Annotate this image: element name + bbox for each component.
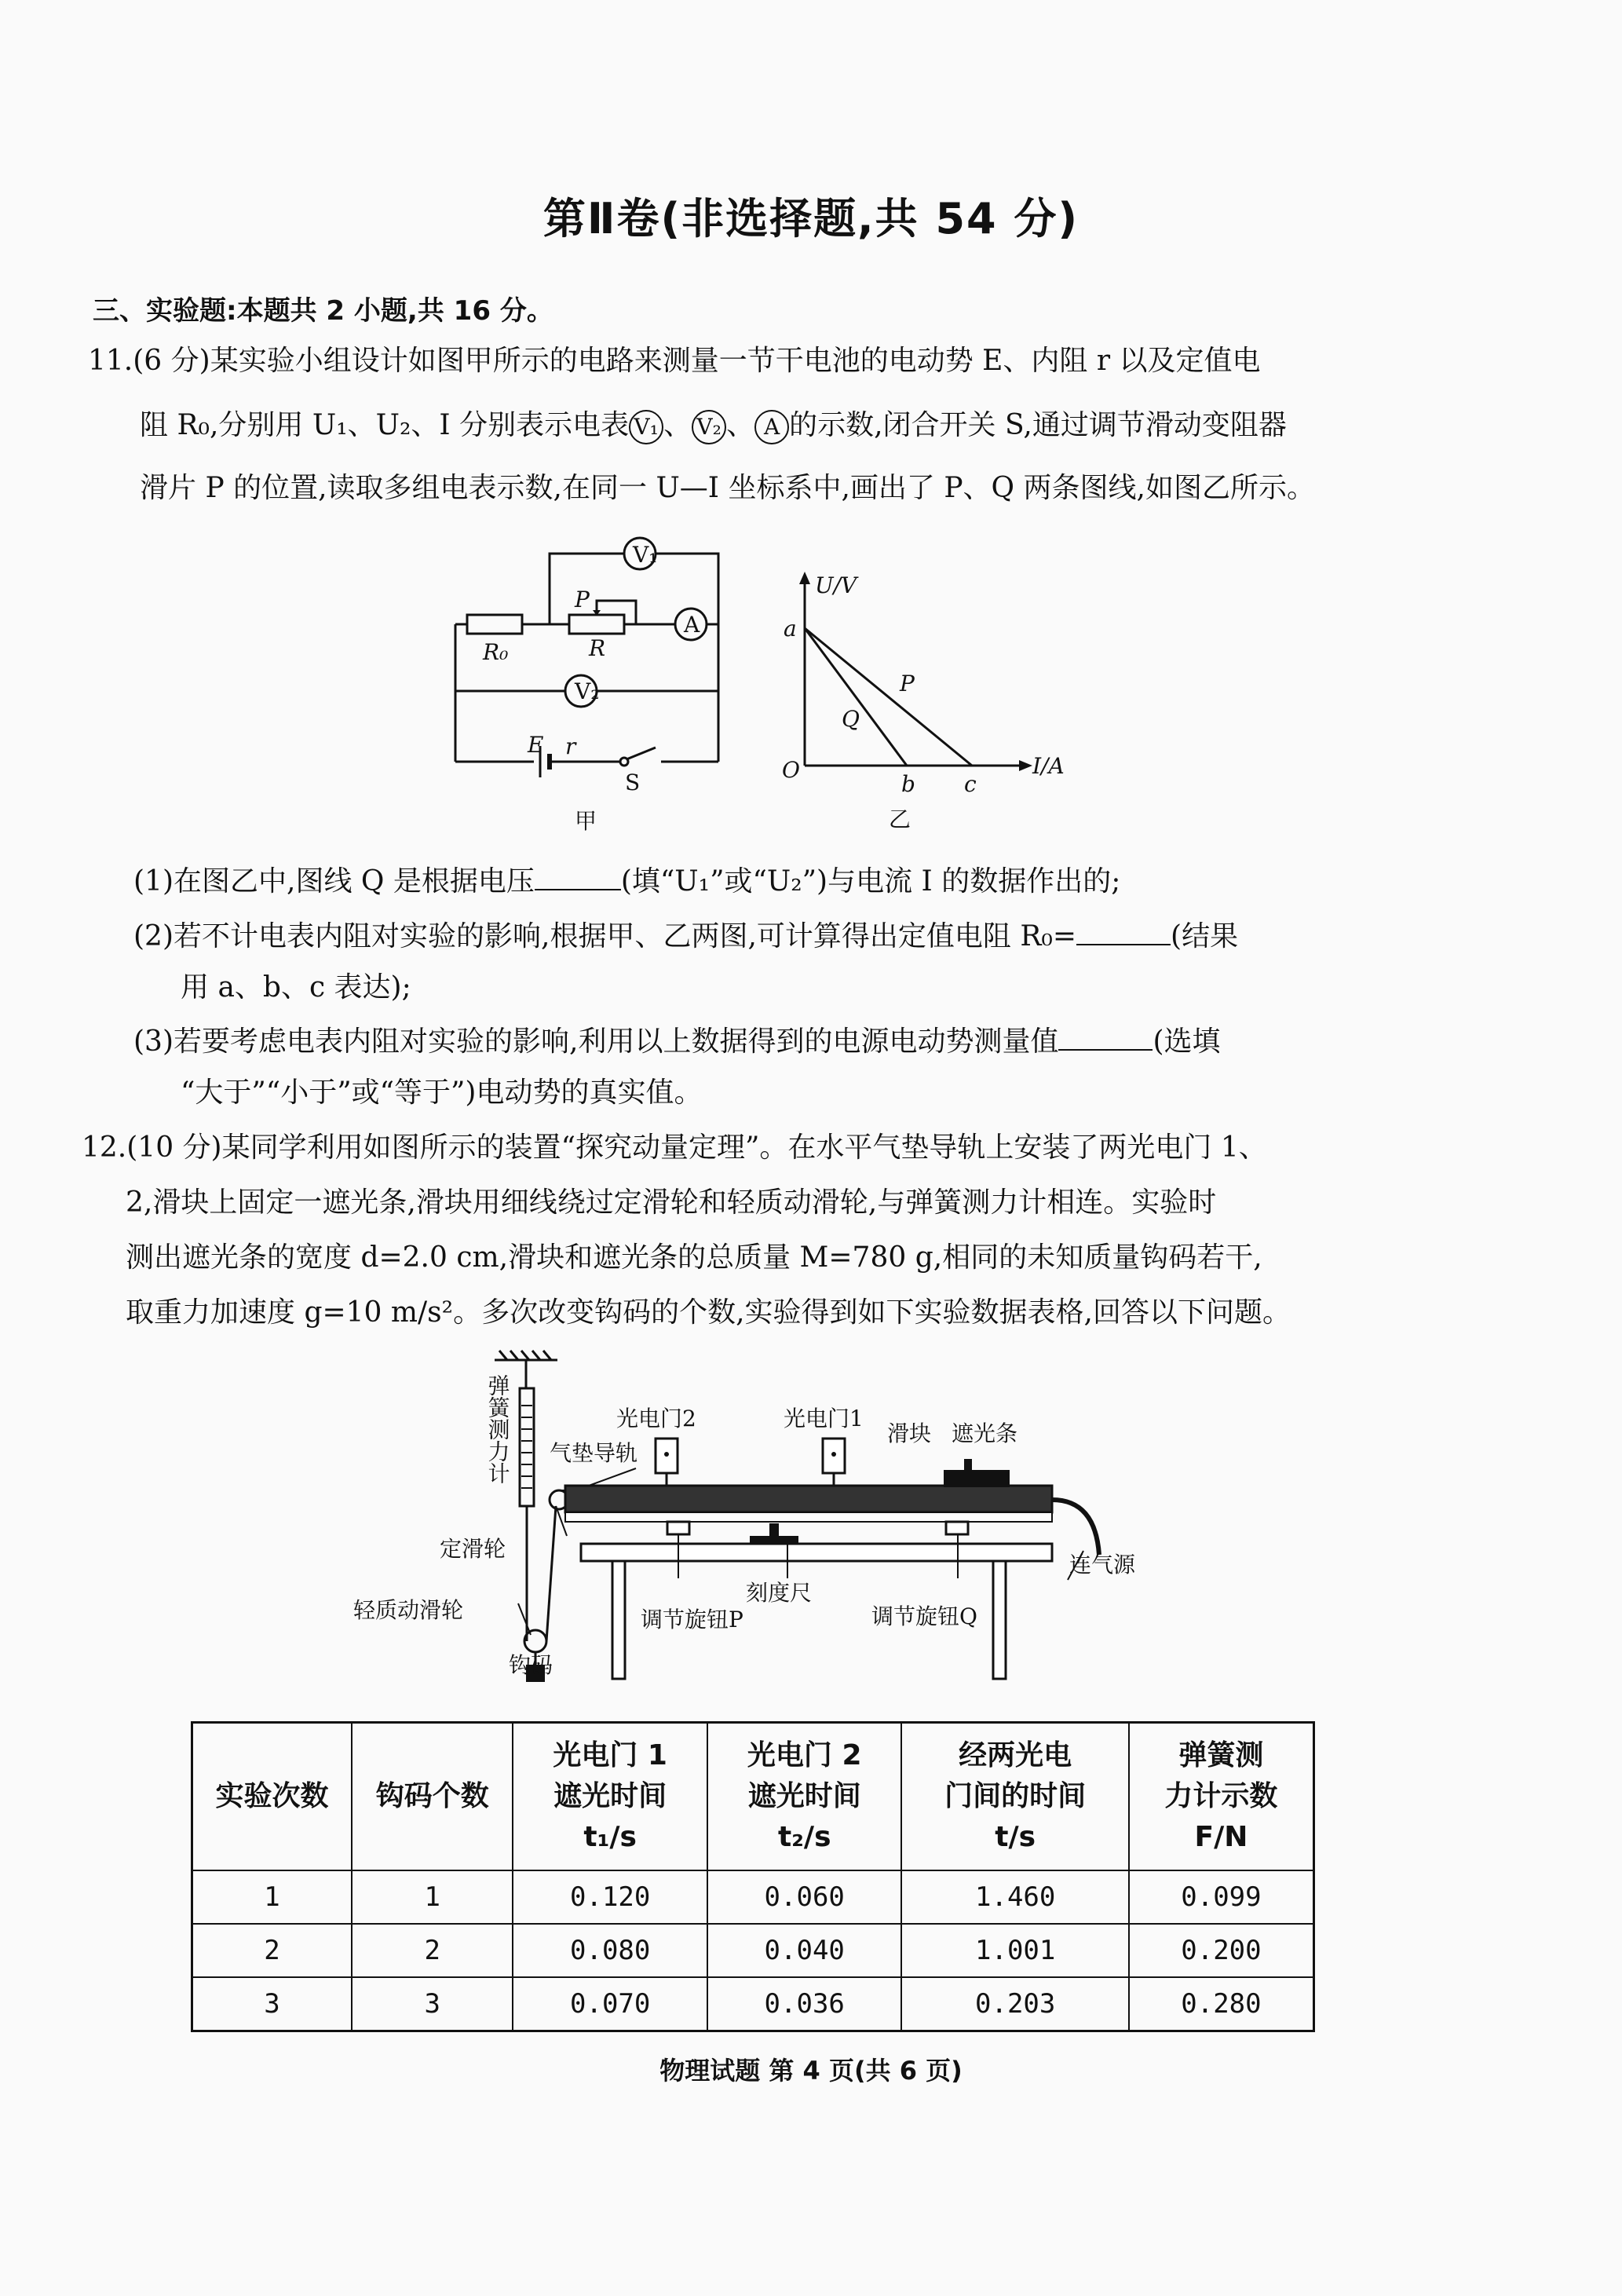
point-a-label: a <box>784 616 797 642</box>
photogate-1-label: 光电门1 <box>784 1406 864 1431</box>
q11-sub3-text2: (选填 <box>1153 1026 1221 1058</box>
knob-p-label: 调节旋钮P <box>641 1607 743 1632</box>
header-line: 实验次数 <box>215 1780 329 1812</box>
table-header-cell <box>707 1723 902 1871</box>
header-line: t₂/s <box>777 1821 831 1853</box>
table-cell: 0.040 <box>707 1924 902 1977</box>
spring-scale-label: 弹簧测力计 <box>484 1374 511 1484</box>
table-row <box>192 1977 1314 2031</box>
header-line: 光电门 2 <box>747 1739 862 1771</box>
q11-sub1-text2: (填“U₁”或“U₂”)与电流 I 的数据作出的; <box>620 865 1121 898</box>
table-cell: 1.001 <box>901 1924 1128 1977</box>
ammeter-symbol: A <box>754 410 789 444</box>
table-header-cell <box>352 1723 513 1871</box>
q11-sub1 <box>133 862 1120 899</box>
knob-p <box>667 1522 689 1534</box>
answer-blank-1[interactable] <box>535 862 621 890</box>
air-track-rail <box>565 1486 1052 1512</box>
header-line: 弹簧测 <box>1178 1739 1264 1771</box>
knob-q <box>946 1522 968 1534</box>
q11-sub2-text: (2)若不计电表内阻对实验的影响,根据甲、乙两图,可计算得出定值电阻 R₀= <box>133 920 1077 952</box>
slider-p-wire <box>597 601 636 624</box>
header-line: 光电门 1 <box>553 1739 667 1771</box>
table-cell: 0.060 <box>707 1870 902 1924</box>
header-line: 钩码个数 <box>375 1780 489 1812</box>
table-cell: 0.203 <box>901 1977 1128 2031</box>
q11-line2b: 的示数,闭合开关 S,通过调节滑动变阻器 <box>789 409 1287 441</box>
table-header-row <box>192 1723 1314 1871</box>
table-cell: 0.120 <box>513 1870 707 1924</box>
knob-q-label: 调节旋钮Q <box>871 1603 977 1629</box>
header-line: 遮光时间 <box>553 1780 667 1812</box>
q11-sub2-cont: 用 a、b、c 表达); <box>181 971 411 1004</box>
line-p-label: P <box>900 671 915 696</box>
x-axis-label: I/A <box>1032 753 1065 779</box>
table-top <box>581 1544 1052 1561</box>
line-q <box>805 628 907 766</box>
ruler-label: 刻度尺 <box>746 1580 813 1606</box>
q11-sub1-text: (1)在图乙中,图线 Q 是根据电压 <box>133 865 535 898</box>
table-cell: 2 <box>192 1924 352 1977</box>
table-cell: 1 <box>352 1870 513 1924</box>
ammeter-label: A <box>684 612 700 638</box>
q12-line3: 测出遮光条的宽度 d=2.0 cm,滑块和遮光条的总质量 M=780 g,相同的未知质量钩码若干, <box>126 1241 1262 1274</box>
experiment-data-table <box>191 1721 1315 2032</box>
rail-label: 气垫导轨 <box>550 1440 638 1466</box>
q11-sub3-cont: “大于”“小于”或“等于”)电动势的真实值。 <box>181 1077 703 1109</box>
point-c-label: c <box>964 771 977 797</box>
table-cell: 0.280 <box>1129 1977 1314 2031</box>
answer-blank-3[interactable] <box>1058 1022 1153 1051</box>
page-title: 第Ⅱ卷(非选择题,共 54 分) <box>542 194 1080 243</box>
table-cell: 3 <box>352 1977 513 2031</box>
header-line: t/s <box>995 1821 1036 1853</box>
q11-line3: 滑片 P 的位置,读取多组电表示数,在同一 U—I 坐标系中,画出了 P、Q 两条图线,如图乙所示。 <box>140 472 1315 504</box>
q11-sub2 <box>133 917 1238 954</box>
ui-graph <box>769 565 1065 848</box>
q11-sub3 <box>133 1022 1221 1059</box>
slider-label: P <box>575 587 590 612</box>
photogate-2-label: 光电门2 <box>616 1406 696 1431</box>
movable-pulley-label: 轻质动滑轮 <box>353 1597 464 1623</box>
hook-weight-label: 钩码 <box>509 1652 553 1678</box>
table-leg <box>612 1561 625 1679</box>
header-line: t₁/s <box>583 1821 637 1853</box>
answer-blank-2[interactable] <box>1076 917 1171 945</box>
shading-strip <box>964 1459 972 1472</box>
table-cell: 0.036 <box>707 1977 902 2031</box>
line-q-label: Q <box>842 706 860 732</box>
internal-r-label: r <box>565 733 576 759</box>
table-cell: 3 <box>192 1977 352 2031</box>
graph-caption: 乙 <box>889 806 911 832</box>
table-cell: 0.099 <box>1129 1870 1314 1924</box>
table-header-cell <box>1129 1723 1314 1871</box>
q12-line1: 12.(10 分)某同学利用如图所示的装置“探究动量定理”。在水平气垫导轨上安装了两光电门 1、 <box>82 1132 1267 1164</box>
r0-label: R₀ <box>483 639 509 665</box>
table-header-cell <box>901 1723 1128 1871</box>
table-header-cell <box>513 1723 707 1871</box>
circuit-caption: 甲 <box>575 808 597 834</box>
v1-label: V₁ <box>633 542 658 568</box>
air-hose <box>1052 1500 1099 1555</box>
table-cell: 2 <box>352 1924 513 1977</box>
slider-block <box>944 1470 1010 1487</box>
y-arrow <box>799 572 810 584</box>
q11-sub3-text: (3)若要考虑电表内阻对实验的影响,利用以上数据得到的电源电动势测量值 <box>133 1026 1059 1058</box>
table-cell: 0.200 <box>1129 1924 1314 1977</box>
circuit-diagram <box>440 534 738 848</box>
table-cell: 1 <box>192 1870 352 1924</box>
slider-label: 滑块 <box>887 1420 932 1446</box>
r-label: R <box>589 635 606 661</box>
voltmeter-v1-symbol: V₁ <box>629 410 663 444</box>
table-cell: 0.080 <box>513 1924 707 1977</box>
point-b-label: b <box>901 771 915 797</box>
q11-line2a: 阻 R₀,分别用 U₁、U₂、I 分别表示电表 <box>140 409 630 441</box>
q12-line2: 2,滑块上固定一遮光条,滑块用细线绕过定滑轮和轻质动滑轮,与弹簧测力计相连。实验时 <box>126 1186 1217 1219</box>
strip-label: 遮光条 <box>952 1420 1018 1446</box>
table-cell: 1.460 <box>901 1870 1128 1924</box>
separator: 、 <box>663 409 692 441</box>
x-arrow <box>1019 760 1032 771</box>
header-line: 遮光时间 <box>747 1780 861 1812</box>
table-row <box>192 1870 1314 1924</box>
q11-line1: 11.(6 分)某实验小组设计如图甲所示的电路来测量一节干电池的电动势 E、内阻 r 以及定值电 <box>88 345 1261 377</box>
header-line: 力计示数 <box>1164 1780 1278 1812</box>
y-axis-label: U/V <box>815 572 857 598</box>
table-leg <box>993 1561 1006 1679</box>
section-heading: 三、实验题:本题共 2 小题,共 16 分。 <box>93 295 553 327</box>
r0-resistor <box>467 615 522 634</box>
line-p <box>805 628 972 766</box>
fixed-pulley-label: 定滑轮 <box>440 1536 506 1562</box>
page-footer: 物理试题 第 4 页(共 6 页) <box>659 2056 963 2086</box>
table-row <box>192 1924 1314 1977</box>
air-track-apparatus <box>353 1351 1185 1688</box>
header-line: 门间的时间 <box>944 1780 1087 1812</box>
emf-label: E <box>528 732 544 758</box>
table-header-cell <box>192 1723 352 1871</box>
q11-sub2-text2: (结果 <box>1171 920 1239 952</box>
header-line: 经两光电 <box>959 1739 1072 1771</box>
header-line: F/N <box>1194 1821 1248 1853</box>
q12-line4: 取重力加速度 g=10 m/s²。多次改变钩码的个数,实验得到如下实验数据表格,回答以下问题。 <box>126 1296 1291 1329</box>
table-cell: 0.070 <box>513 1977 707 2031</box>
switch-label: S <box>625 770 641 795</box>
v2-label: V₂ <box>575 678 600 704</box>
air-source-label: 连气源 <box>1069 1552 1136 1578</box>
voltmeter-v2-symbol: V₂ <box>692 410 726 444</box>
table-body <box>192 1723 1314 2031</box>
switch-blade <box>627 748 656 759</box>
origin-label: O <box>782 757 800 783</box>
rheostat-r <box>569 615 624 634</box>
separator: 、 <box>726 409 755 441</box>
q11-line2 <box>140 408 1287 444</box>
